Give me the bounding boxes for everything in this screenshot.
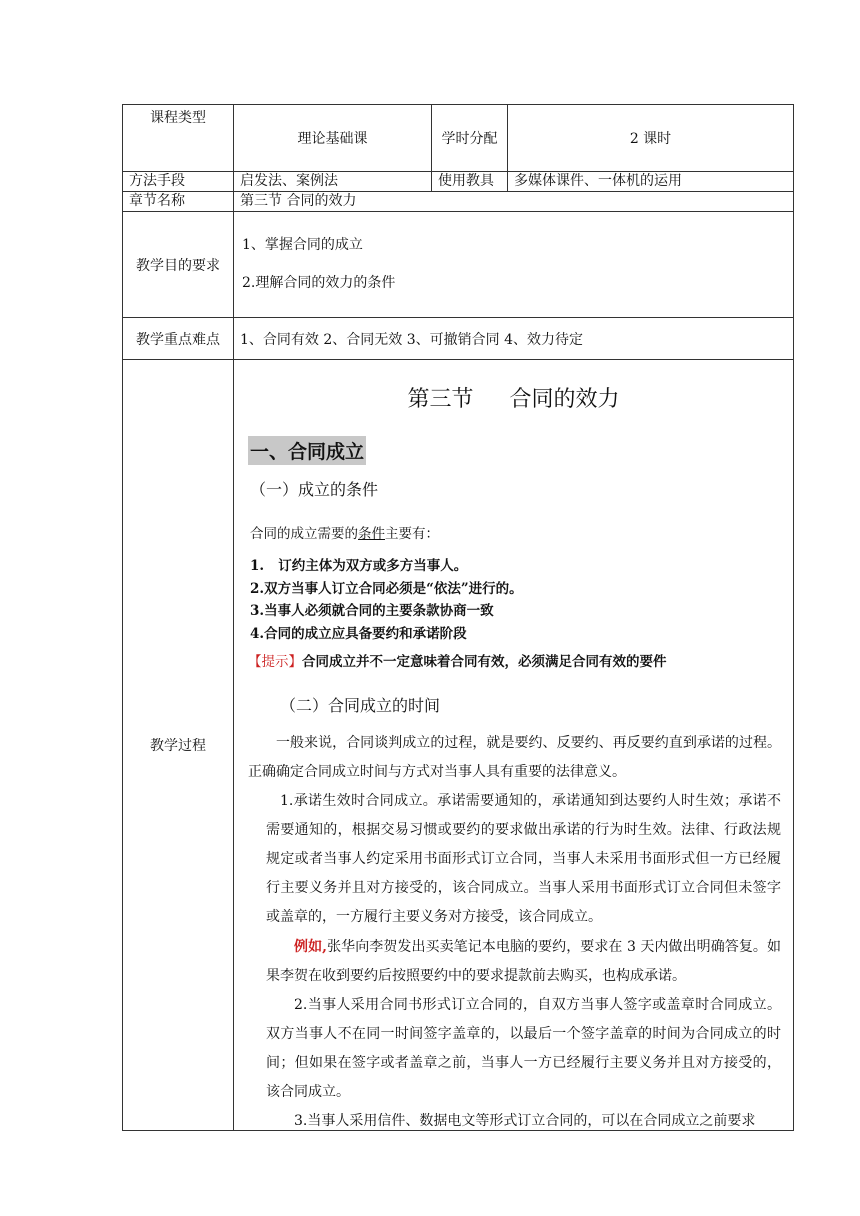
list-item: 3.当事人必须就合同的主要条款协商一致 xyxy=(250,603,494,619)
tools-label: 使用教具 xyxy=(432,172,508,192)
hours-label: 学时分配 xyxy=(432,105,508,172)
goals-label: 教学目的要求 xyxy=(123,212,234,318)
goal-item: 2.理解合同的效力的条件 xyxy=(242,274,396,291)
hours-value: 2 课时 xyxy=(508,105,794,172)
method-value: 启发法、案例法 xyxy=(234,172,432,192)
section-title-text: 合同的效力 xyxy=(509,387,620,412)
hint-note xyxy=(248,650,667,670)
hint-tag: 【提示】 xyxy=(248,654,302,670)
paragraph: 2.当事人采用合同书形式订立合同的，自双方当事人签字或盖章时合同成立。双方当事人不在同一时间签字盖章的，以最后一个签字盖章的时间为合同成立的时间；但如果在签字或者盖章之前，当事人一方已经履行主要义务并且对方接受的，该合同成立。 xyxy=(266,997,781,1100)
subheading-time: （二）合同成立的时间 xyxy=(280,696,441,715)
conditions-list xyxy=(250,555,523,645)
intro-text-end: 主要有： xyxy=(385,526,439,542)
hint-text: 合同成立并不一定意味着合同有效，必须满足合同有效的要件 xyxy=(302,654,667,670)
intro-underlined: 条件 xyxy=(358,526,385,542)
process-label: 教学过程 xyxy=(123,360,234,1131)
subheading-conditions: （一）成立的条件 xyxy=(250,480,379,499)
list-item: 4.合同的成立应具备要约和承诺阶段 xyxy=(250,625,467,642)
goals-list xyxy=(234,212,794,318)
list-item: 2.双方当事人订立合同必须是“依法”进行的。 xyxy=(250,580,523,597)
method-label: 方法手段 xyxy=(123,172,234,192)
key-points-label: 教学重点难点 xyxy=(123,318,234,360)
section-title-number: 第三节 xyxy=(407,387,474,412)
key-points-value: 1、合同有效 2、合同无效 3、可撤销合同 4、效力待定 xyxy=(234,318,794,360)
course-type-value: 理论基础课 xyxy=(234,105,432,172)
course-type-label: 课程类型 xyxy=(123,105,234,172)
section-title xyxy=(240,382,787,413)
example-text: 张华向李贺发出买卖笔记本电脑的要约，要求在 3 天内做出明确答复。如果李贺在收到要约后按照要约中的要求提款前去购买，也构成承诺。 xyxy=(266,939,782,984)
conditions-intro xyxy=(250,522,439,542)
chapter-value: 第三节 合同的效力 xyxy=(234,192,794,212)
goal-item: 1、掌握合同的成立 xyxy=(242,236,363,253)
list-item: 1. 订约主体为双方或多方当事人。 xyxy=(250,558,468,574)
paragraph: 3.当事人采用信件、数据电文等形式订立合同的，可以在合同成立之前要求 xyxy=(294,1113,756,1129)
chapter-label: 章节名称 xyxy=(123,192,234,212)
paragraph: 1.承诺生效时合同成立。承诺需要通知的，承诺通知到达要约人时生效；承诺不需要通知的，根据交易习惯或要约的要求做出承诺的行为时生效。法律、行政法规规定或者当事人约定采用书面形式订立合同，当事人未采用书面形式但一方已经履行主要义务并且对方接受的，该合同成立。当事人采用书面形式订立合同但未签字或盖章的，一方履行主要义务对方接受，该合同成立。 xyxy=(266,793,781,925)
process-content xyxy=(234,360,794,1131)
paragraph: 一般来说，合同谈判成立的过程，就是要约、反要约、再反要约直到承诺的过程。正确确定合同成立时间与方式对当事人具有重要的法律意义。 xyxy=(248,735,781,780)
intro-text: 合同的成立需要的 xyxy=(250,526,358,542)
tools-value: 多媒体课件、一体机的运用 xyxy=(508,172,794,192)
example-paragraph xyxy=(248,933,781,991)
example-tag: 例如, xyxy=(294,939,328,955)
lesson-plan-table xyxy=(122,104,794,1131)
heading-formation: 一、合同成立 xyxy=(248,436,366,465)
